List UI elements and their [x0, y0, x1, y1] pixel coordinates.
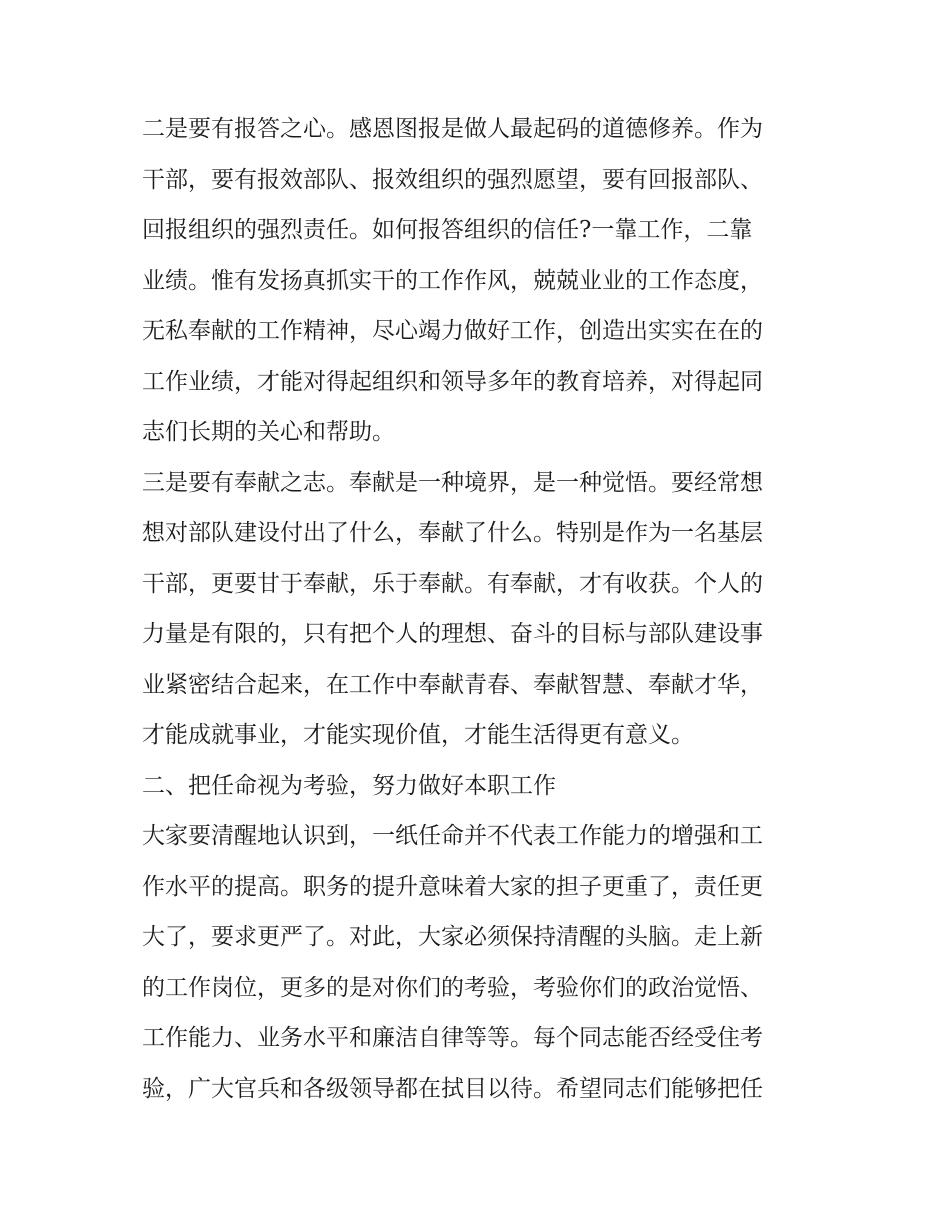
section-heading: 二、把任命视为考验，努力做好本职工作 — [142, 772, 556, 799]
text-line: 业紧密结合起来，在工作中奉献青春、奉献智慧、奉献才华， — [142, 671, 763, 698]
text-line: 工作能力、业务水平和廉洁自律等等。每个同志能否经受住考 — [142, 1025, 763, 1051]
text-line: 三是要有奉献之志。奉献是一种境界，是一种觉悟。要经常想 — [142, 469, 763, 496]
text-line: 二是要有报答之心。感恩图报是做人最起码的道德修养。作为 — [142, 116, 763, 142]
text-line: 力量是有限的，只有把个人的理想、奋斗的目标与部队建设事 — [142, 621, 763, 647]
text-line: 大家要清醒地认识到，一纸任命并不代表工作能力的增强和工 — [142, 823, 763, 849]
text-line: 想对部队建设付出了什么，奉献了什么。特别是作为一名基层 — [142, 520, 763, 546]
text-line: 工作业绩，才能对得起组织和领导多年的教育培养，对得起同 — [142, 368, 763, 395]
text-line: 无私奉献的工作精神，尽心竭力做好工作，创造出实实在在的 — [142, 318, 763, 344]
text-line: 才能成就事业，才能实现价值，才能生活得更有意义。 — [142, 722, 694, 748]
text-line: 作水平的提高。职务的提升意味着大家的担子更重了，责任更 — [142, 873, 763, 900]
document-body — [142, 104, 814, 1114]
text-line: 回报组织的强烈责任。如何报答组织的信任?一靠工作，二靠 — [142, 217, 753, 243]
text-line: 大了，要求更严了。对此，大家必须保持清醒的头脑。走上新 — [142, 924, 763, 950]
text-line: 干部，要有报效部队、报效组织的强烈愿望，要有回报部队、 — [142, 166, 763, 193]
text-line: 的工作岗位，更多的是对你们的考验，考验你们的政治觉悟、 — [142, 974, 763, 1001]
text-line: 业绩。惟有发扬真抓实干的工作作风，兢兢业业的工作态度， — [142, 267, 763, 294]
text-line: 志们长期的关心和帮助。 — [142, 419, 395, 445]
text-line: 验，广大官兵和各级领导都在拭目以待。希望同志们能够把任 — [142, 1075, 763, 1102]
text-line: 干部，更要甘于奉献，乐于奉献。有奉献，才有收获。个人的 — [142, 570, 763, 597]
